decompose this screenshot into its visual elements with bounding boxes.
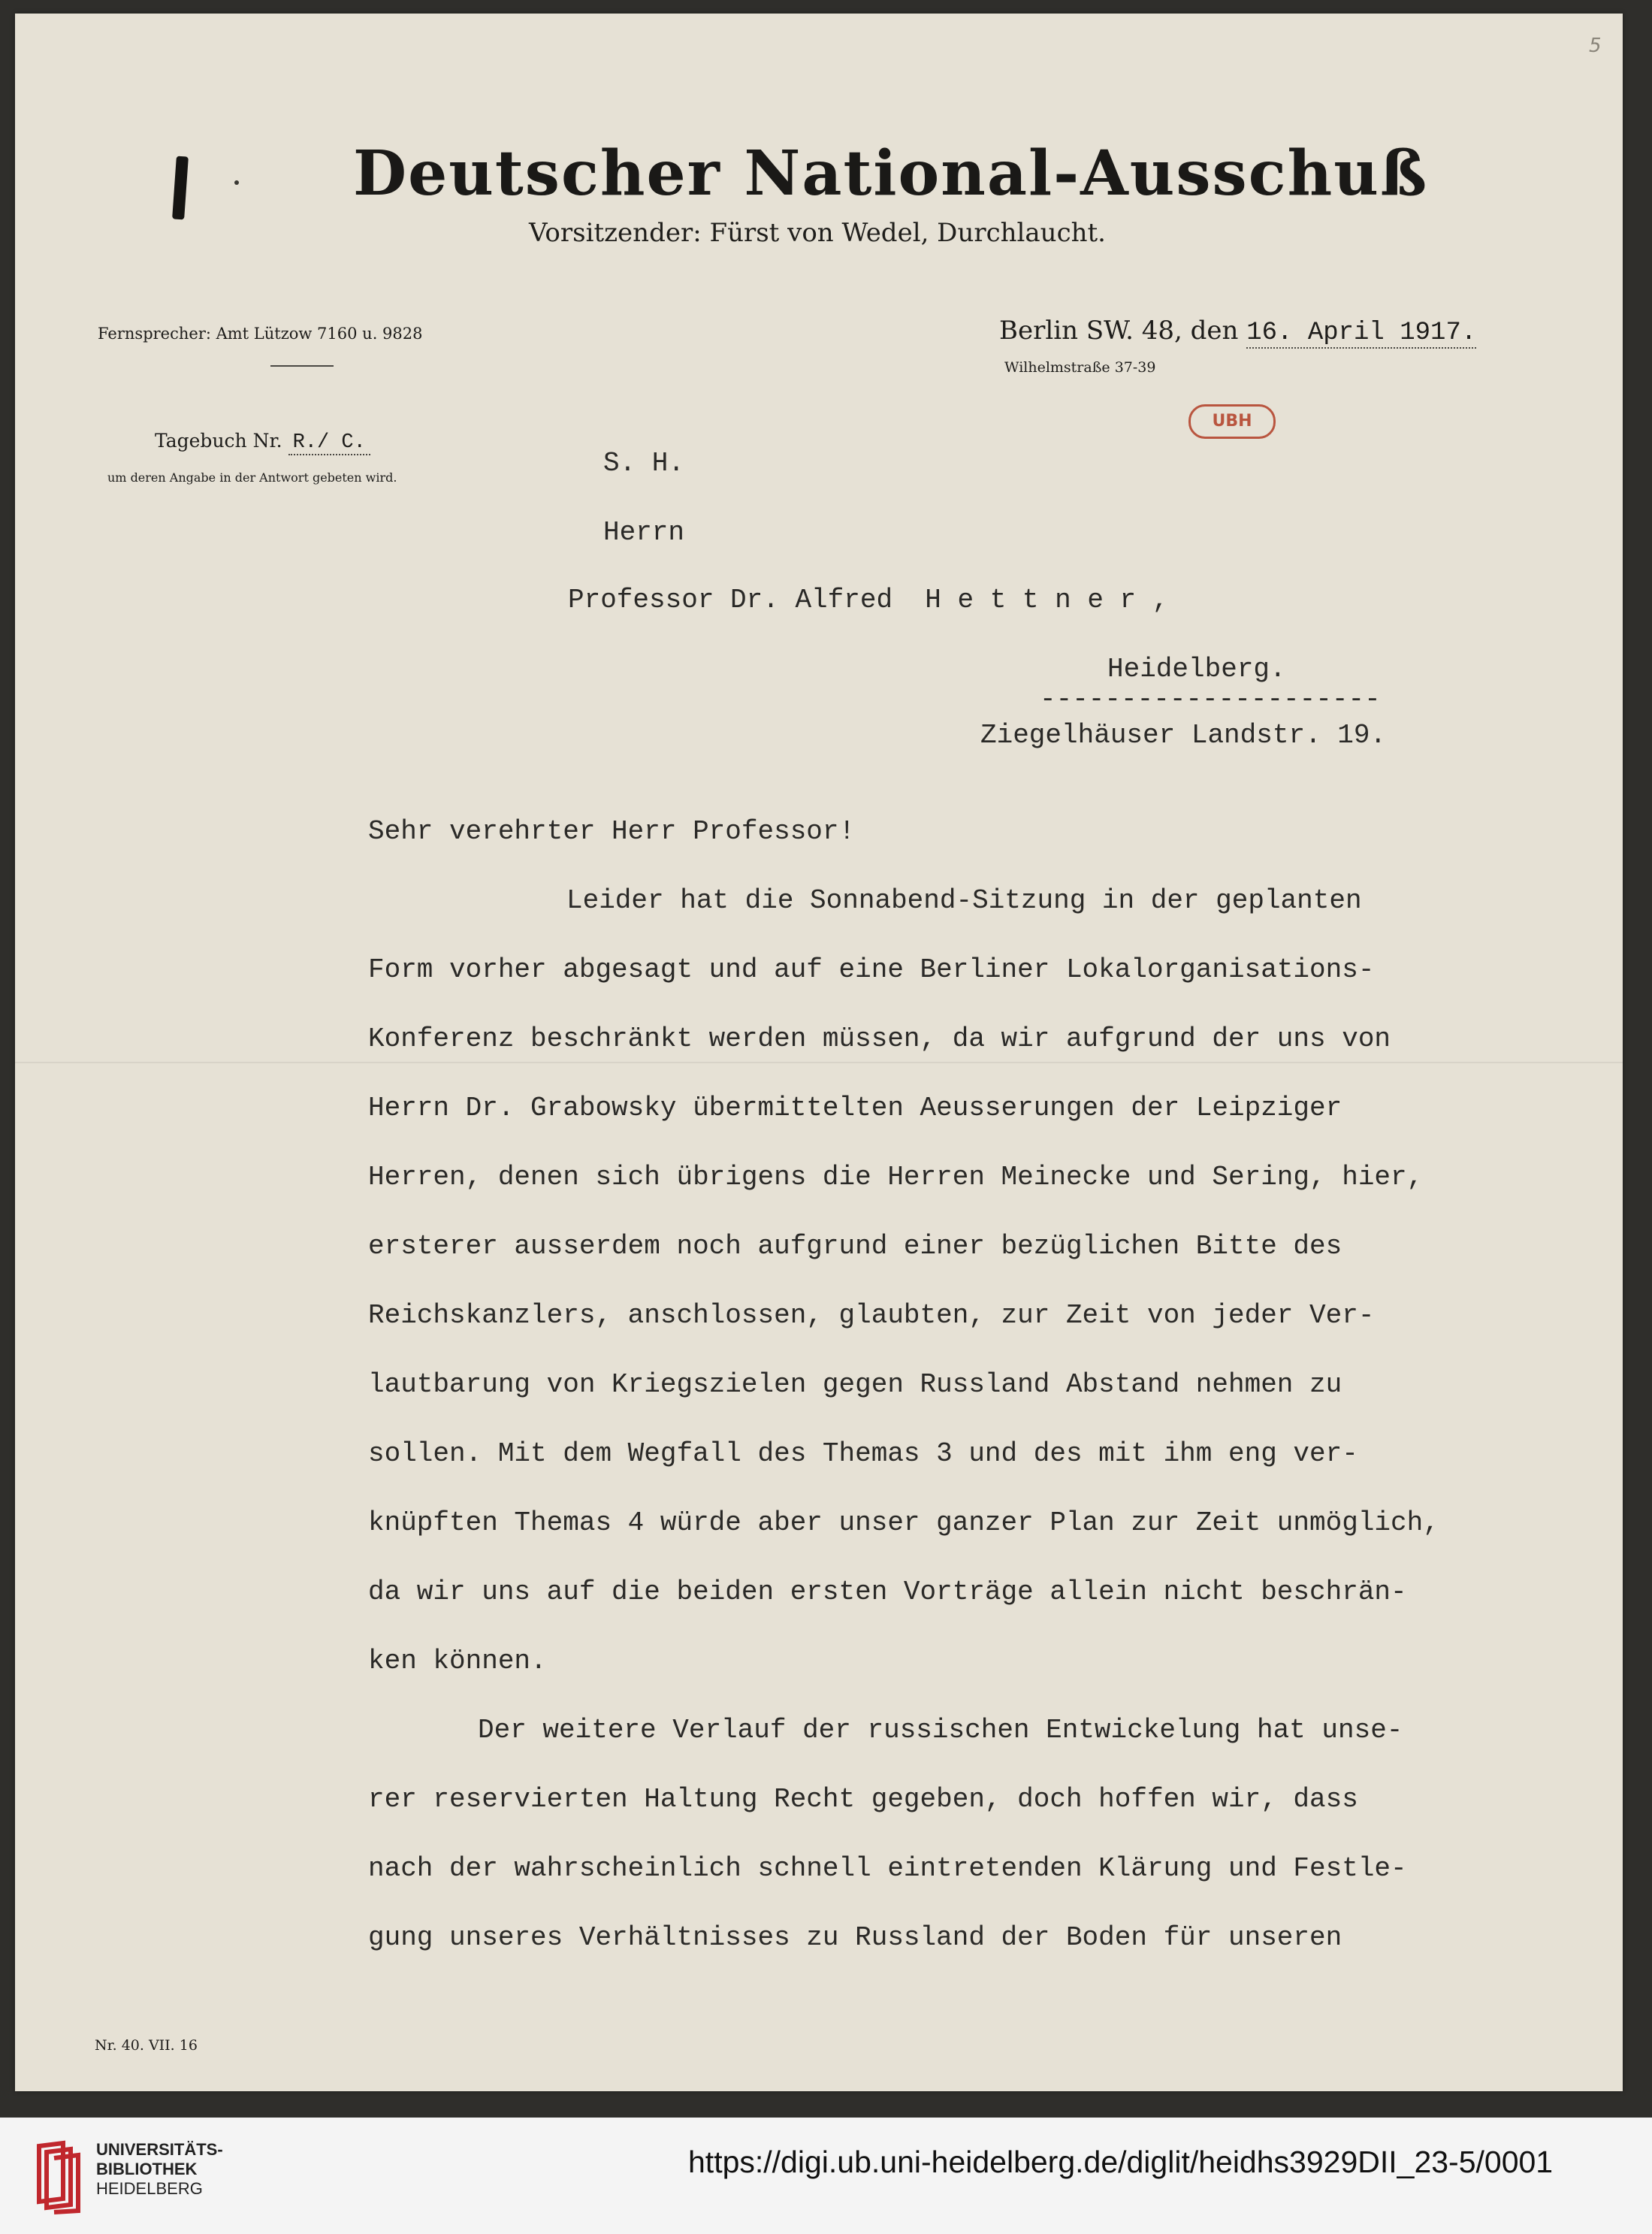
- diary-label: Tagebuch Nr.: [155, 430, 282, 452]
- library-name[interactable]: [96, 2140, 223, 2199]
- ink-dot: [234, 180, 239, 185]
- body-line: knüpften Themas 4 würde aber unser ganzer Plan zur Zeit unmöglich,: [368, 1507, 1439, 1538]
- body-line: Konferenz beschränkt werden müssen, da wir aufgrund der uns von: [368, 1023, 1391, 1054]
- library-stamp: UBH: [1188, 404, 1276, 439]
- paper-fold: [15, 1062, 1623, 1063]
- library-name-line-3: HEIDELBERG: [96, 2179, 203, 2198]
- address-line-1: S. H.: [603, 448, 685, 479]
- body-line: Der weitere Verlauf der russischen Entwickelung hat unse-: [478, 1715, 1403, 1746]
- letter-date: 16. April 1917.: [1246, 319, 1477, 347]
- letter-page: [15, 14, 1623, 2091]
- body-line: Reichskanzlers, anschlossen, glaubten, zur Zeit von jeder Ver-: [368, 1300, 1375, 1331]
- diary-value: R./ C.: [288, 431, 370, 455]
- phone-rule: [270, 365, 334, 367]
- diary-line: [155, 430, 370, 455]
- street-address: Wilhelmstraße 37-39: [1004, 359, 1156, 376]
- permalink-url[interactable]: https://digi.ub.uni-heidelberg.de/diglit/heidhs3929DII_23-5/0001: [688, 2145, 1554, 2179]
- address-divider: ---------------------: [1040, 684, 1381, 715]
- body-line: da wir uns auf die beiden ersten Vorträge allein nicht beschrän-: [368, 1576, 1407, 1607]
- diary-note: um deren Angabe in der Antwort gebeten wird.: [107, 470, 397, 485]
- body-line: sollen. Mit dem Wegfall des Themas 3 und des mit ihm eng ver-: [368, 1438, 1358, 1469]
- address-line-2: Herrn: [603, 517, 685, 548]
- body-line: Leider hat die Sonnabend-Sitzung in der geplanten: [566, 885, 1362, 916]
- body-line: rer reservierten Haltung Recht gegeben, doch hoffen wir, dass: [368, 1784, 1358, 1815]
- body-line: nach der wahrscheinlich schnell eintretenden Klärung und Festle-: [368, 1853, 1407, 1884]
- body-line: ken können.: [368, 1646, 547, 1676]
- library-name-line-2: BIBLIOTHEK: [96, 2160, 198, 2178]
- body-line: lautbarung von Kriegszielen gegen Russland Abstand nehmen zu: [368, 1369, 1342, 1400]
- phone-line: Fernsprecher: Amt Lützow 7160 u. 9828: [98, 325, 423, 343]
- letterhead-title: Deutscher National-Ausschuß: [353, 138, 1429, 210]
- page-number-mark: 5: [1589, 35, 1602, 57]
- dateline: [999, 316, 1476, 347]
- letterhead-subtitle: Vorsitzender: Fürst von Wedel, Durchlaucht.: [529, 218, 1106, 248]
- address-city: Heidelberg.: [1107, 654, 1286, 685]
- body-line: gung unseres Verhältnisses zu Russland der Boden für unseren: [368, 1922, 1342, 1953]
- body-line: Herrn Dr. Grabowsky übermittelten Aeusserungen der Leipziger: [368, 1093, 1342, 1123]
- salutation: Sehr verehrter Herr Professor!: [368, 816, 856, 847]
- body-line: Herren, denen sich übrigens die Herren Meinecke und Sering, hier,: [368, 1162, 1424, 1193]
- address-line-3: Professor Dr. Alfred H e t t n e r ,: [568, 585, 1169, 615]
- address-street: Ziegelhäuser Landstr. 19.: [980, 720, 1387, 751]
- location-label: Berlin SW. 48, den: [999, 316, 1239, 346]
- library-logo-icon[interactable]: [17, 2133, 92, 2215]
- body-line: ersterer ausserdem noch aufgrund einer bezüglichen Bitte des: [368, 1231, 1342, 1262]
- viewer-footer: [0, 2118, 1652, 2234]
- ink-mark: [172, 156, 189, 220]
- library-name-line-1: UNIVERSITÄTS-: [96, 2140, 223, 2159]
- form-number: Nr. 40. VII. 16: [95, 2037, 198, 2054]
- body-line: Form vorher abgesagt und auf eine Berliner Lokalorganisations-: [368, 954, 1375, 985]
